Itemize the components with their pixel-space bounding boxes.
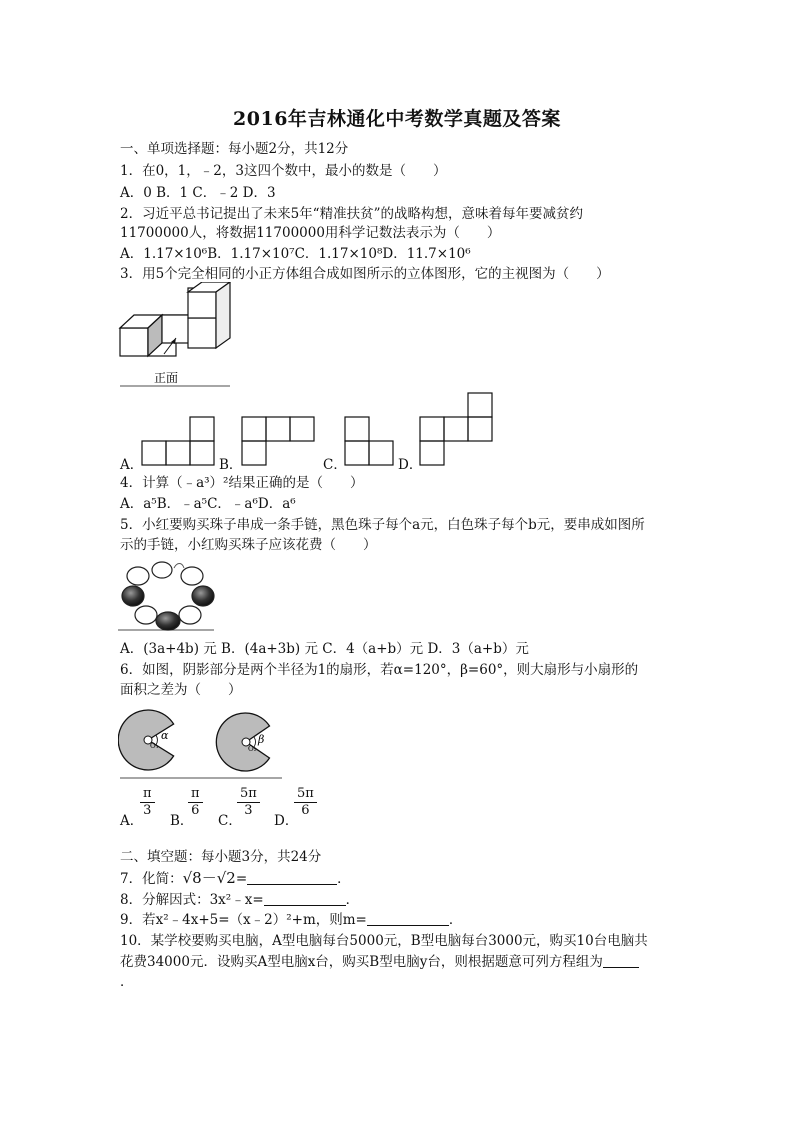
q3-option-a-figure — [138, 413, 218, 469]
q5-stem-line2: 示的手链，小红购买珠子应该花费（ ） — [120, 537, 377, 553]
q6-option-b-fraction — [188, 786, 203, 819]
q6-option-d-numerator: 5π — [294, 786, 317, 803]
q9-answer-blank[interactable] — [367, 911, 449, 926]
q3-option-b-label: B． — [219, 457, 243, 473]
page-title: 2016年吉林通化中考数学真题及答案 — [233, 108, 561, 130]
q7-expression: √8－√2 — [182, 869, 236, 887]
q5-stem-line1: 5．小红要购买珠子串成一条手链，黑色珠子每个a元，白色珠子每个b元，要串成如图所 — [120, 517, 645, 533]
q7-suffix: = — [235, 871, 248, 887]
q6-option-c-label: C． — [218, 813, 242, 829]
q6-option-a-denominator: 3 — [143, 803, 152, 818]
q6-o1-label: O₁ — [150, 742, 159, 750]
q7-prefix: 7．化简： — [120, 871, 183, 887]
q5-bracelet-figure — [118, 558, 216, 632]
q7-line: 7．化简：√8－√2= ． — [120, 869, 351, 887]
q1-options: A．0 B．1 C．﹣2 D．3 — [120, 185, 276, 201]
q10-line1: 10．某学校要购买电脑，A型电脑每台5000元，B型电脑每台3000元，购买10台电脑共 — [120, 933, 648, 949]
q4-options: A．a⁵B．﹣a⁵C．﹣a⁶D．a⁶ — [120, 496, 296, 512]
q3-option-c-label: C． — [323, 457, 347, 473]
q10-line2 — [120, 953, 639, 971]
q3-front-label: 正面 — [154, 371, 179, 385]
q3-stem: 3．用5个完全相同的小正方体组合成如图所示的立体图形，它的主视图为（ ） — [120, 266, 610, 282]
q6-option-a-label: A． — [120, 813, 144, 829]
q6-option-a-fraction — [140, 786, 155, 819]
section-1-heading: 一、单项选择题：每小题2分，共12分 — [120, 141, 349, 157]
q6-stem-line2: 面积之差为（ ） — [120, 682, 242, 698]
q6-option-b-label: B． — [170, 813, 194, 829]
q8-line — [120, 891, 359, 909]
q6-option-a-numerator: π — [140, 786, 155, 803]
q4-stem: 4．计算（﹣a³）²结果正确的是（ ） — [120, 475, 364, 491]
q7-answer-blank[interactable] — [247, 870, 337, 885]
q9-line — [120, 911, 462, 929]
q6-option-b-denominator: 6 — [191, 803, 200, 818]
q6-option-d-fraction — [294, 786, 317, 819]
q1-stem: 1．在0，1，﹣2，3这四个数中，最小的数是（ ） — [120, 163, 447, 179]
q3-option-c-figure — [341, 413, 397, 469]
q9-end: ． — [448, 912, 463, 928]
q3-option-a-label: A． — [120, 457, 144, 473]
q2-options: A．1.17×10⁶B．1.17×10⁷C．1.17×10⁸D．11.7×10⁶ — [120, 246, 471, 262]
q6-o2-label: O₂ — [248, 745, 257, 753]
q3-option-b-figure — [238, 413, 322, 469]
q6-stem-line1: 6．如图，阴影部分是两个半径为1的扇形，若α=120°，β=60°，则大扇形与小扇形的 — [120, 662, 639, 678]
q3-option-d-label: D． — [398, 457, 423, 473]
q6-option-c-numerator: 5π — [237, 786, 260, 803]
q6-beta-label: β — [258, 733, 265, 746]
q10-line3: ． — [120, 974, 134, 990]
q6-option-c-denominator: 3 — [244, 803, 253, 818]
q6-sectors-figure — [118, 702, 284, 780]
q8-text: 8．分解因式：3x²﹣x= — [120, 892, 264, 908]
q6-option-c-fraction — [237, 786, 260, 819]
q3-cube-figure — [118, 282, 233, 390]
q2-stem-line2: 11700000人，将数据11700000用科学记数法表示为（ ） — [120, 225, 501, 241]
q6-option-d-label: D． — [274, 813, 299, 829]
q8-end: ． — [345, 892, 360, 908]
q6-alpha-label: α — [161, 729, 169, 742]
q10-text: 花费34000元．设购买A型电脑x台，购买B型电脑y台，则根据题意可列方程组为 — [120, 954, 603, 970]
q6-option-d-denominator: 6 — [301, 803, 310, 818]
section-2-heading: 二、填空题：每小题3分，共24分 — [120, 849, 322, 865]
q2-stem-line1: 2．习近平总书记提出了未来5年“精准扶贫”的战略构想，意味着每年要减贫约 — [120, 206, 583, 222]
q8-answer-blank[interactable] — [264, 891, 346, 906]
q5-options: A．(3a+4b) 元 B．(4a+3b) 元 C．4（a+b）元 D．3（a+b）元 — [120, 641, 529, 657]
q6-option-b-numerator: π — [188, 786, 203, 803]
q10-answer-blank[interactable] — [603, 953, 639, 968]
q3-option-d-figure — [416, 389, 498, 469]
q9-text: 9．若x²﹣4x+5=（x﹣2）²+m，则m= — [120, 912, 367, 928]
